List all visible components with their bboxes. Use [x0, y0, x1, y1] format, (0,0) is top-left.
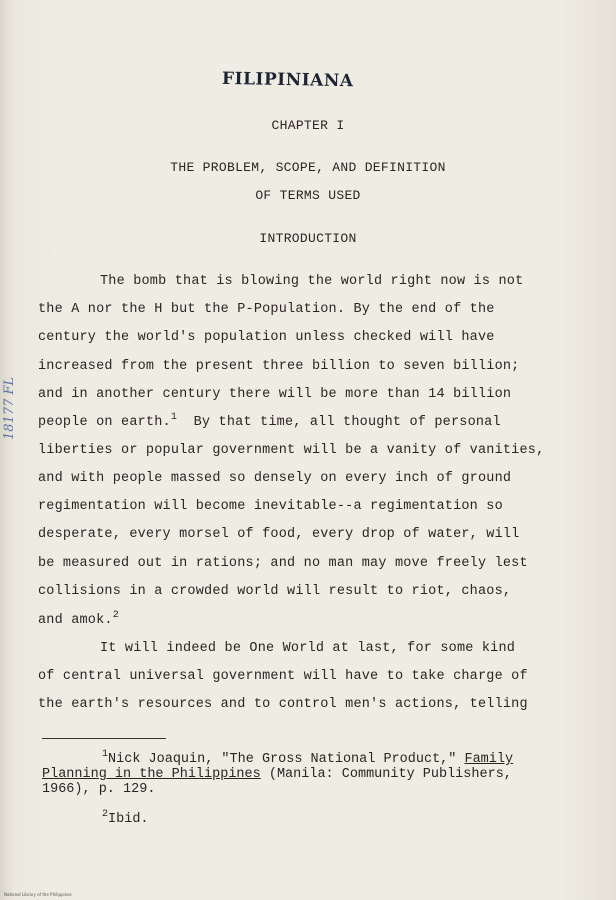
body-text: By that time, all thought of personal [177, 415, 501, 430]
body-line: the earth's resources and to control men's actions, telling [38, 697, 528, 712]
footnote-ref-2: 2 [112, 610, 119, 621]
footnote-1-line-2 [42, 767, 512, 782]
footnote-number: 2 [102, 809, 109, 820]
body-line: be measured out in rations; and no man may move freely lest [38, 556, 528, 571]
body-line: and in another century there will be more than 14 billion [38, 387, 512, 402]
footnote-1-line-3: 1966), p. 129. [42, 782, 156, 797]
body-line: of central universal government will have to take charge of [38, 669, 528, 684]
footnote-ref-1: 1 [170, 412, 178, 423]
body-text: and amok. [38, 613, 113, 628]
footnote-text: Planning in the Philippines [42, 767, 261, 782]
body-text: people on earth. [38, 415, 171, 430]
margin-handwritten-note: 18177 FL [2, 376, 17, 440]
footnote-text: Family [464, 752, 514, 767]
body-line: It will indeed be One World at last, for some kind [100, 641, 516, 656]
footnote-number: 1 [102, 749, 109, 760]
footnote-1-line-1 [102, 749, 514, 767]
chapter-heading: CHAPTER I [271, 118, 345, 133]
body-line [38, 610, 119, 628]
footnote-divider [42, 738, 166, 739]
body-line: regimentation will become inevitable--a regimentation so [38, 499, 503, 514]
body-line [38, 412, 501, 430]
footnote-2 [102, 809, 149, 827]
footnote-text: (Manila: Community Publishers, [260, 767, 512, 782]
body-line: collisions in a crowded world will result to riot, chaos, [38, 584, 512, 599]
title-line-1: THE PROBLEM, SCOPE, AND DEFINITION [170, 160, 446, 175]
body-line: desperate, every morsel of food, every drop of water, will [38, 527, 520, 542]
body-line: century the world's population unless checked will have [38, 330, 495, 345]
filipiniana-stamp: FILIPINIANA [221, 68, 354, 92]
body-line: increased from the present three billion to seven billion; [38, 359, 520, 374]
body-line: The bomb that is blowing the world right now is not [100, 274, 524, 289]
body-line: the A nor the H but the P-Population. By the end of the [38, 302, 495, 317]
title-line-2: OF TERMS USED [255, 188, 361, 203]
body-line: and with people massed so densely on every inch of ground [38, 471, 512, 486]
library-footer: National Library of the Philippines [4, 892, 72, 897]
footnote-text: Nick Joaquin, "The Gross National Product," [108, 752, 465, 767]
section-heading: INTRODUCTION [259, 231, 357, 246]
footnote-text: Ibid. [108, 812, 149, 827]
body-line: liberties or popular government will be a vanity of vanities, [38, 443, 545, 458]
